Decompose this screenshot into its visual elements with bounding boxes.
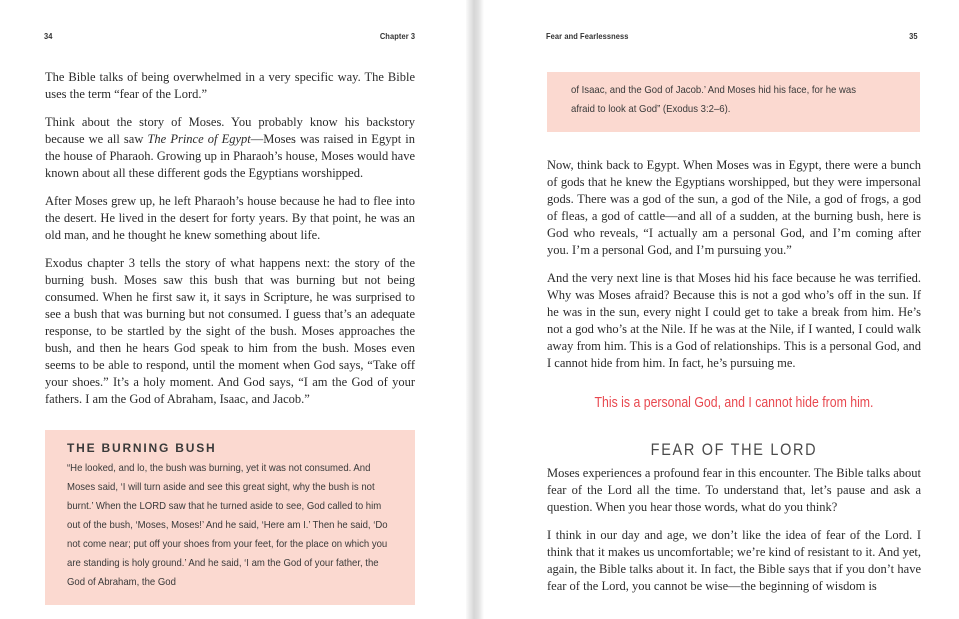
right-body-text-top — [547, 157, 921, 372]
running-head-right: Fear and Fearlessness — [546, 31, 629, 41]
page-number-right: 35 — [909, 31, 918, 41]
italic-title: The Prince of Egypt — [147, 132, 251, 146]
sidebar-continued-text: of Isaac, and the God of Jacob.’ And Moses hid his face, for he was afraid to look at God” (Exodus 3:2–6). — [571, 85, 856, 115]
paragraph: The Bible talks of being overwhelmed in a very specific way. The Bible uses the term “fear of the Lord.” — [45, 70, 415, 101]
paragraph: Exodus chapter 3 tells the story of what happens next: the story of the burning bush. Moses saw this bush that was burning but not being consumed. When he first saw it, it says in Scripture, he was surprised to see a bush that was burning but not consumed. I guess that’s an adequate response, to be startled by the sight of the bush. Moses approaches the bush, and then he hears God speak to him from the bush. Moses even seems to be able to respond, until the moment when God says, “Take off your shoes.” It’s a holy moment. And God says, “I am the God of your fathers. I am the God of Abraham, Isaac, and Jacob.” — [45, 256, 415, 406]
paragraph-text: Think about the story of Moses. You probably know his backstory because we all saw — [45, 115, 415, 146]
sidebar-continued — [547, 72, 920, 132]
left-body-text — [45, 69, 415, 408]
paragraph-text: —Moses was raised in Egypt in the house of Pharaoh. Growing up in Pharaoh’s house, Moses would have known about all these different gods the Egyptians worshipped. — [45, 132, 415, 180]
left-page — [0, 0, 466, 619]
right-body-text-bottom — [547, 465, 921, 595]
paragraph: And the very next line is that Moses hid his face because he was terrified. Why was Moses afraid? Because this is not a god who’s off in the sun. If he was in the sun, every night I could get to take a break from him. He’s not a god who’s at the Nile. If he was at the Nile, if I wanted, I could walk away from him. This is a God of relationships. This is a personal God, and I cannot hide from him. In fact, he’s pursuing me. — [547, 271, 921, 370]
right-page — [484, 0, 959, 619]
paragraph: Now, think back to Egypt. When Moses was in Egypt, there were a bunch of gods that he knew the Egyptians worshipped, but they were impersonal gods. There was a god of the sun, a god of the Nile, a god of frogs, a god of fleas, a god of cattle—and all of a sudden, at the burning bush, here is God who reveals, “I actually am a personal God, and I’m coming after you. I’m a personal God, and I’m pursuing you.” — [547, 158, 921, 257]
paragraph: Moses experiences a profound fear in this encounter. The Bible talks about fear of the Lord all the time. To understand that, let’s pause and ask a question. When you hear those words, what do you think? — [547, 466, 921, 514]
section-heading: FEAR OF THE LORD — [650, 440, 818, 459]
sidebar-title: THE BURNING BUSH — [67, 441, 217, 455]
paragraph — [45, 114, 415, 182]
book-gutter — [466, 0, 484, 619]
sidebar-scripture: “He looked, and lo, the bush was burning, yet it was not consumed. And Moses said, ‘I will turn aside and see this great sight, why the bush is not burnt.’ When the LORD saw that he turned aside to see, God called to him out of the bush, ‘Moses, Moses!’ And he said, ‘Here am I.’ Then he said, ‘Do not come near; put off your shoes from your feet, for the place on which you are standing is holy ground.’ And he said, ‘I am the God of your father, the God of Abraham, the God — [67, 463, 388, 588]
page-number-left: 34 — [44, 31, 53, 41]
burning-bush-sidebar — [45, 430, 415, 605]
paragraph: I think in our day and age, we don’t like the idea of fear of the Lord. I think that it makes us uncomfortable; we’re kind of resistant to it. And yet, again, the Bible talks about it. In fact, the Bible says that if you don’t have fear of the Lord, you cannot be wise—the beginning of wisdom is — [547, 528, 921, 593]
running-head-left: Chapter 3 — [379, 31, 415, 41]
paragraph: After Moses grew up, he left Pharaoh’s house because he had to flee into the desert. He lived in the desert for forty years. By that point, he was an old man, and he thought he knew something about life. — [45, 194, 415, 242]
pull-quote: This is a personal God, and I cannot hide from him. — [594, 394, 874, 411]
